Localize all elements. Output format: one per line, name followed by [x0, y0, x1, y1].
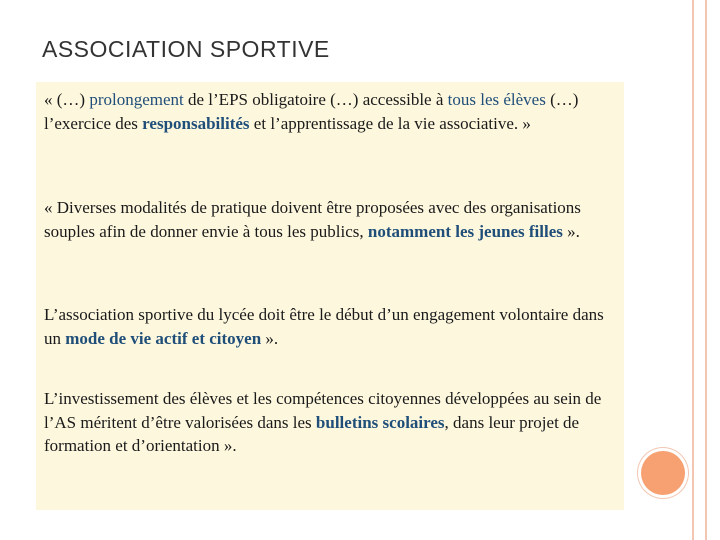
highlighted-text: responsabilités: [142, 113, 250, 133]
quote-box: [36, 82, 624, 510]
highlighted-text: prolongement: [89, 90, 184, 109]
paragraph-text: , dans leur projet de formation et d’orientation ».: [44, 412, 580, 455]
paragraph-2: [44, 196, 614, 243]
paragraph-text: « Diverses modalités de pratique doivent être proposées avec des organisations souples afin de donner envie à tous les publics,: [44, 198, 581, 241]
paragraph-text: ».: [562, 221, 580, 241]
paragraph-text: de l’EPS obligatoire (…) accessible à: [183, 90, 448, 109]
highlighted-text: mode de vie actif et citoyen: [65, 328, 262, 348]
paragraph-text: ».: [261, 328, 279, 348]
paragraph-3: [44, 303, 614, 350]
decorative-rule: [692, 0, 694, 540]
paragraph-text: et l’apprentissage de la vie associative. »: [249, 113, 531, 133]
decorative-circle: [641, 451, 685, 495]
paragraph-1: [44, 88, 614, 135]
paragraph-text: L’association sportive du lycée doit être le début d’un engagement volontaire dans un: [44, 305, 604, 348]
paragraph-text: L’investissement des élèves et les compétences citoyennes développées au sein de l’AS méritent d’être valorisées dans les: [44, 389, 602, 432]
highlighted-text: bulletins scolaires: [315, 412, 445, 432]
paragraph-text: « (…): [44, 90, 90, 109]
slide-title: ASSOCIATION SPORTIVE: [42, 36, 330, 62]
paragraph-text: (…) l’exercice des: [44, 90, 579, 133]
decorative-rule: [705, 0, 707, 540]
paragraph-4: [44, 387, 614, 458]
highlighted-text: notamment les jeunes filles: [367, 221, 563, 241]
highlighted-text: tous les élèves: [447, 90, 546, 109]
